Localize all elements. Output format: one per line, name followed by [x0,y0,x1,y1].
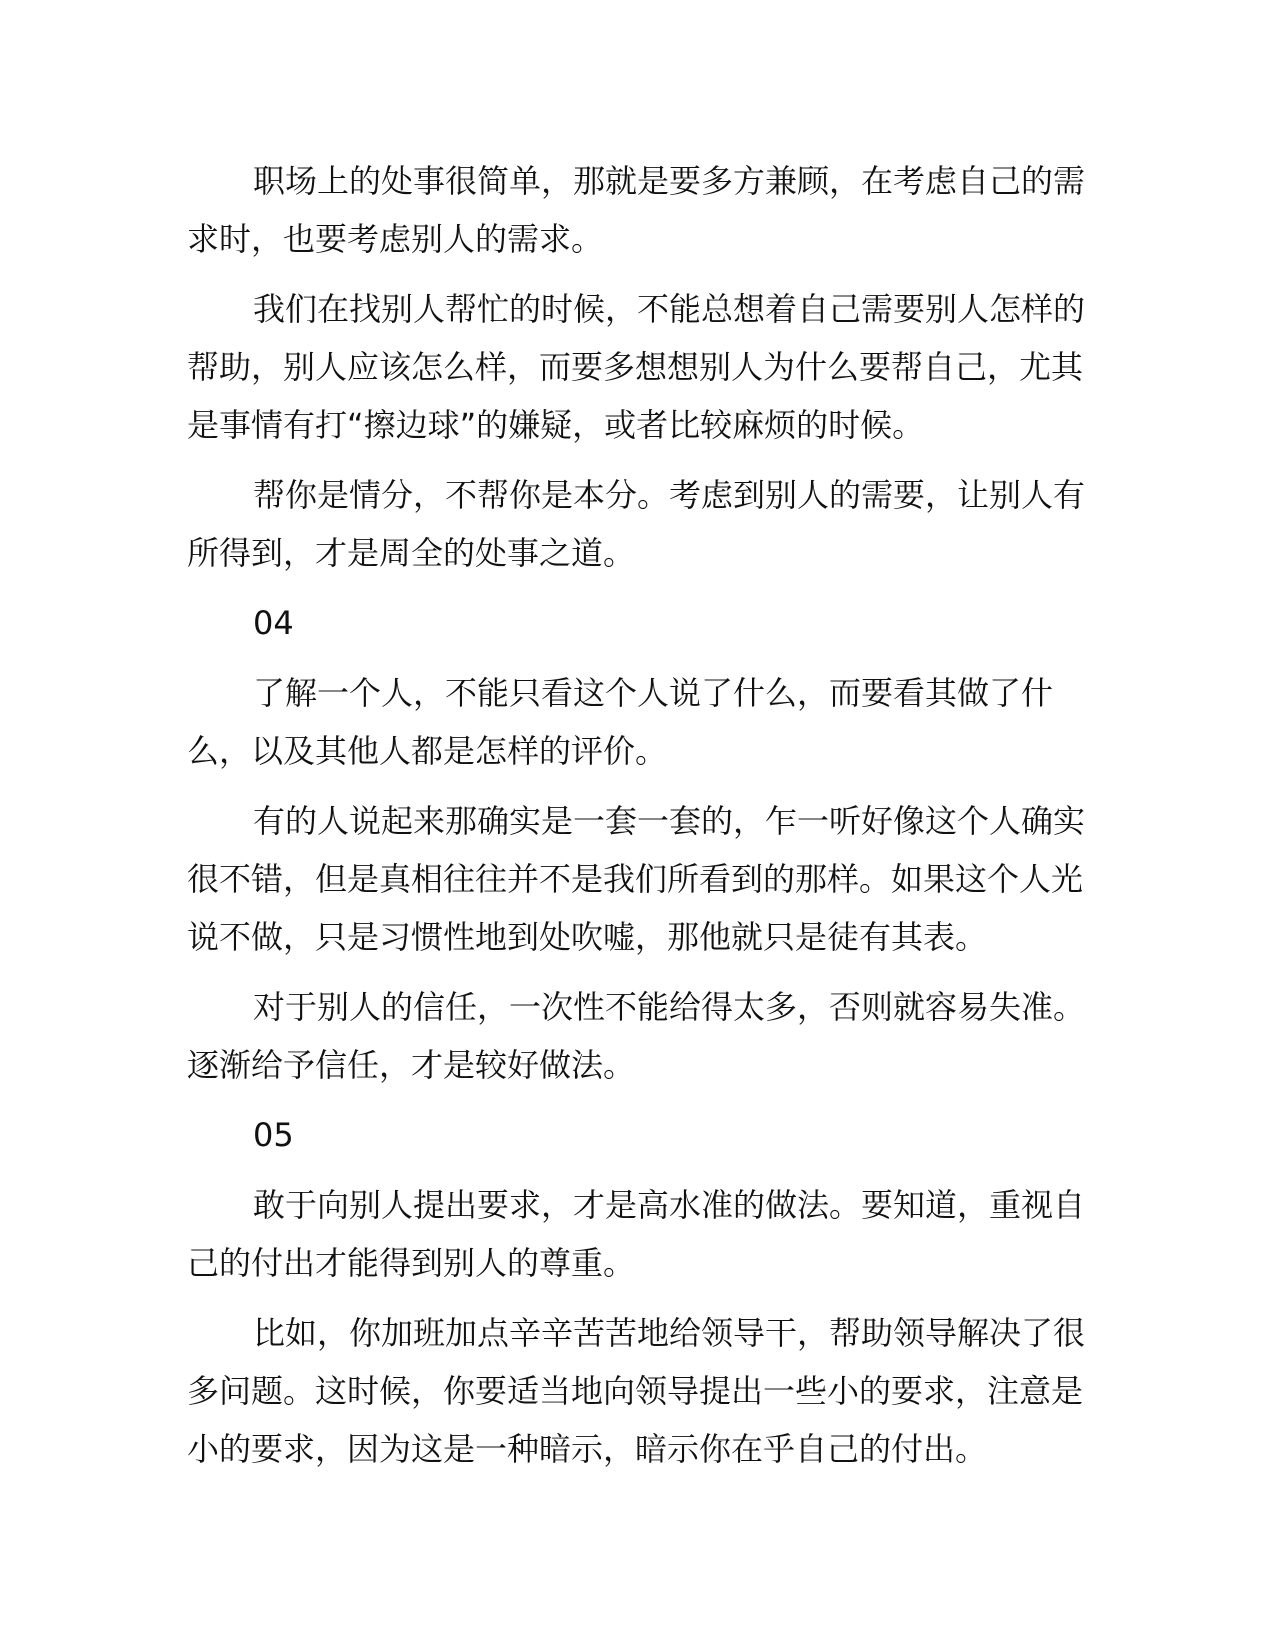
paragraph: 职场上的处事很简单，那就是要多方兼顾，在考虑自己的需求时，也要考虑别人的需求。 [187,162,1086,258]
section-number: 05 [253,1116,294,1154]
paragraph: 帮你是情分，不帮你是本分。考虑到别人的需要，让别人有所得到，才是周全的处事之道。 [187,476,1086,572]
paragraph: 比如，你加班加点辛辛苦苦地给领导干，帮助领导解决了很多问题。这时候，你要适当地向领导提出一些小的要求，注意是小的要求，因为这是一种暗示，暗示你在乎自己的付出。 [187,1314,1086,1468]
paragraph: 对于别人的信任，一次性不能给得太多，否则就容易失准。逐渐给予信任，才是较好做法。 [187,988,1086,1084]
paragraph: 了解一个人，不能只看这个人说了什么，而要看其做了什么，以及其他人都是怎样的评价。 [187,674,1054,770]
document-body [187,152,1087,1490]
section-number: 04 [253,604,294,642]
paragraph: 有的人说起来那确实是一套一套的，乍一听好像这个人确实很不错，但是真相往往并不是我们所看到的那样。如果这个人光说不做，只是习惯性地到处吹嘘，那他就只是徒有其表。 [187,802,1086,956]
paragraph: 敢于向别人提出要求，才是高水准的做法。要知道，重视自己的付出才能得到别人的尊重。 [187,1186,1086,1282]
paragraph: 我们在找别人帮忙的时候，不能总想着自己需要别人怎样的帮助，别人应该怎么样，而要多想想别人为什么要帮自己，尤其是事情有打“擦边球”的嫌疑，或者比较麻烦的时候。 [187,290,1086,444]
